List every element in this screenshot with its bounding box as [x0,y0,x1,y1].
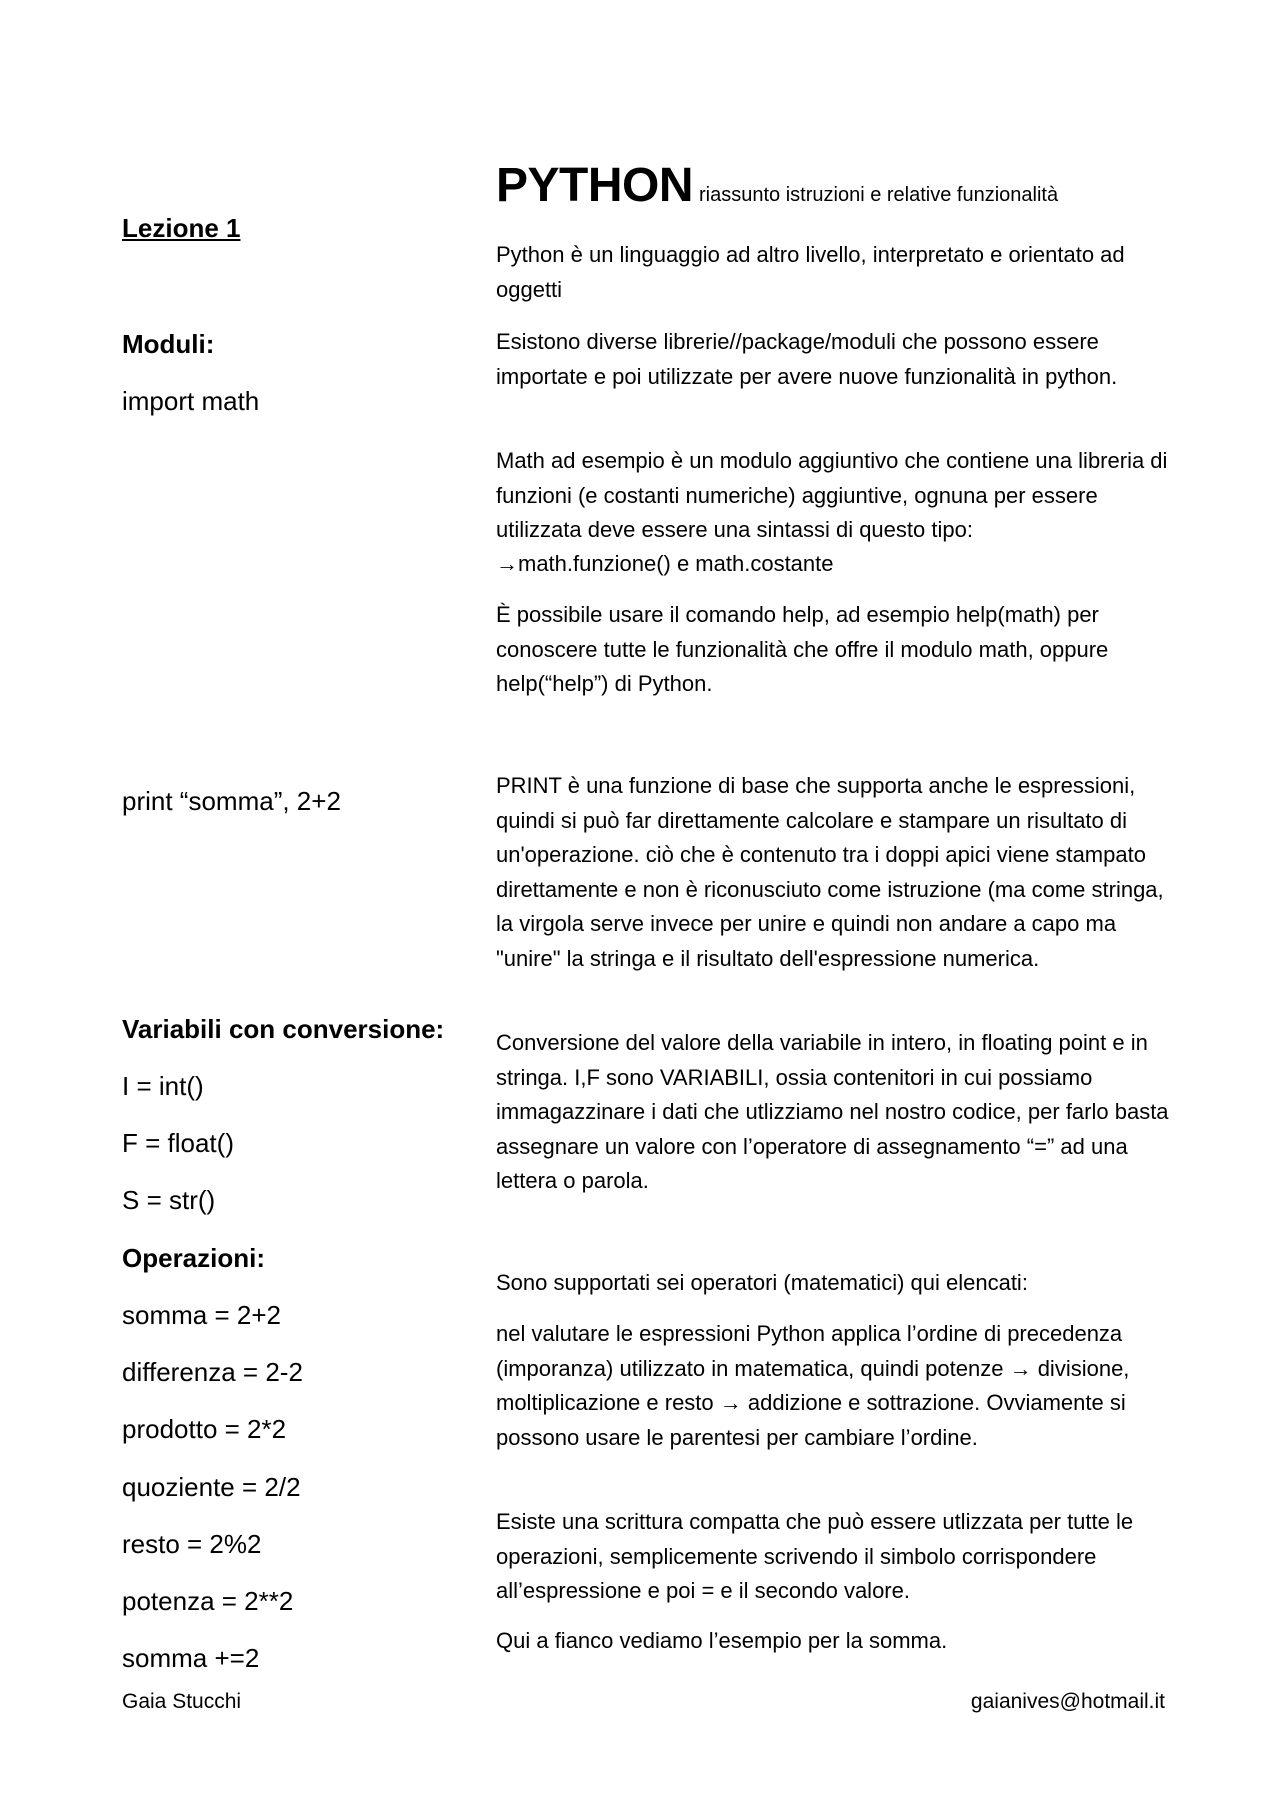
modules-heading: Moduli: [122,329,215,359]
var-int-code: I = int() [122,1071,204,1101]
op-differenza: differenza = 2-2 [122,1357,303,1387]
conversion-paragraph: Conversione del valore della variabile in intero, in floating point e in stringa. I,F sono VARIABILI, ossia contenitori in cui possiamo immagazzinare i dati che utlizziamo nel nostro codice, per farlo basta assegnare un valore con l’operatore di assegnamento “=” ad una lettera o parola. [496,1030,1169,1193]
print-paragraph: PRINT è una funzione di base che supporta anche le espressioni, quindi si può far direttamente calcolare e stampare un risultato di un'operazione. ciò che è contenuto tra i doppi apici viene stampato direttamente e non è riconusciuto come istruzione (ma come stringa, la virgola serve invece per unire e quindi non andare a capo ma "unire" la stringa e il risultato dell'espressione numerica. [496,773,1164,971]
compact-paragraph: Esiste una scrittura compatta che può essere utlizzata per tutte le operazioni, semplicemente scrivendo il simbolo corrispondere all’espressione e poi = e il secondo valore. [496,1509,1134,1603]
footer-email: gaianives@hotmail.it [970,1690,1165,1713]
intro-paragraph: Python è un linguaggio ad altro livello, interpretato e orientato ad oggetti [496,242,1125,302]
footer-author: Gaia Stucchi [122,1690,242,1713]
title-subtitle: riassunto istruzioni e relative funzionalità [699,184,1059,206]
op-somma: somma = 2+2 [122,1300,281,1330]
lesson-heading: Lezione 1 [122,213,241,243]
precedence-paragraph: nel valutare le espressioni Python applica l’ordine di precedenza (imporanza) utilizzato in matematica, quindi potenze → divisione, moltiplicazione e resto → addizione e sottrazione. Ovviamente si possono usare le parentesi per cambiare l’ordine. [496,1321,1130,1450]
title-main: PYTHON [496,159,694,212]
modules-paragraph: Esistono diverse librerie//package/moduli che possono essere importate e poi utilizzate per avere nuove funzionalità in python. [496,329,1118,389]
var-str-code: S = str() [122,1185,216,1215]
op-quoziente: quoziente = 2/2 [122,1472,301,1502]
op-resto: resto = 2%2 [122,1529,262,1559]
help-paragraph: È possibile usare il comando help, ad esempio help(math) per conoscere tutte le funzionalità che offre il modulo math, oppure help(“help”) di Python. [496,602,1109,696]
variables-heading: Variabili con conversione: [122,1014,445,1044]
print-example-code: print “somma”, 2+2 [122,786,341,816]
op-potenza: potenza = 2**2 [122,1586,294,1616]
operations-heading: Operazioni: [122,1243,266,1273]
math-syntax: →math.funzione() e math.costante [496,551,834,576]
page-title [496,156,1058,216]
operators-paragraph: Sono supportati sei operatori (matematici) qui elencati: [496,1270,1028,1295]
var-float-code: F = float() [122,1128,234,1158]
op-somma-compatta: somma +=2 [122,1643,260,1673]
math-paragraph: Math ad esempio è un modulo aggiuntivo che contiene una libreria di funzioni (e costanti numeriche) aggiuntive, ognuna per essere utilizzata deve essere una sintassi di questo tipo: [496,448,1168,542]
example-paragraph: Qui a fianco vediamo l’esempio per la somma. [496,1628,948,1653]
import-math-code: import math [122,386,260,416]
op-prodotto: prodotto = 2*2 [122,1414,287,1444]
